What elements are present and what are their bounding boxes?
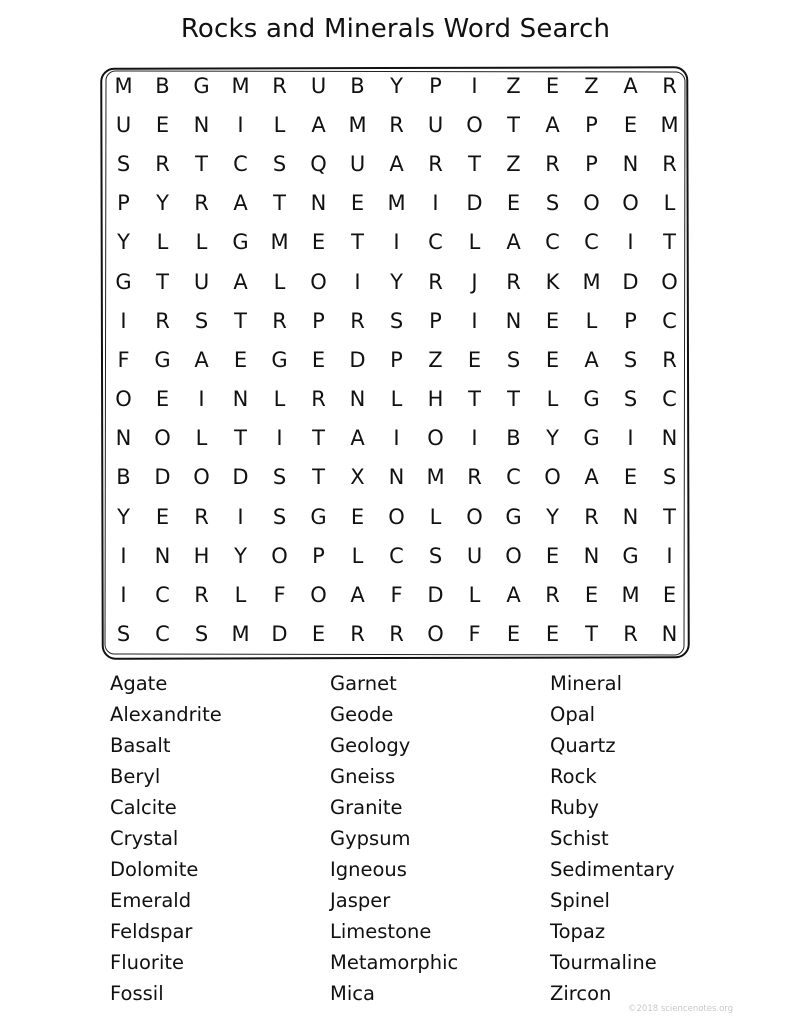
grid-cell[interactable]: E (467, 347, 482, 372)
grid-cell[interactable]: S (662, 465, 677, 490)
word-list-item: Dolomite (110, 858, 199, 881)
word-list-item: Crystal (110, 827, 179, 850)
grid-cell[interactable]: M (387, 191, 406, 216)
grid-cell[interactable]: N (154, 543, 171, 568)
grid-cell[interactable]: M (660, 112, 679, 137)
grid-cell[interactable]: O (622, 191, 639, 216)
grid-cell[interactable]: N (232, 387, 249, 412)
grid-cell[interactable]: E (350, 191, 365, 216)
grid-cell[interactable]: A (194, 347, 209, 372)
grid-cell[interactable]: I (627, 230, 634, 255)
grid-cell[interactable]: G (310, 504, 327, 529)
grid-cell[interactable]: A (350, 426, 365, 451)
grid-cell[interactable]: O (154, 426, 171, 451)
grid-cell[interactable]: R (428, 269, 443, 294)
grid-cell[interactable]: C (155, 583, 170, 608)
grid-cell[interactable]: S (623, 347, 638, 372)
grid-cell[interactable]: L (273, 269, 286, 294)
grid-cell[interactable]: I (393, 230, 400, 255)
grid-cell[interactable]: G (271, 347, 288, 372)
grid-cell[interactable]: E (623, 112, 638, 137)
grid-cell[interactable]: R (155, 151, 170, 176)
grid-cell[interactable]: T (663, 230, 676, 255)
grid-cell[interactable]: C (389, 543, 404, 568)
grid-cell[interactable]: N (622, 504, 639, 529)
grid-cell[interactable]: Y (117, 504, 130, 529)
grid-cell[interactable]: E (155, 112, 170, 137)
grid-cell[interactable]: G (505, 504, 522, 529)
grid-cell[interactable]: A (623, 73, 638, 98)
grid-cell[interactable]: T (585, 622, 598, 647)
grid-cell[interactable]: S (623, 387, 638, 412)
word-list-item: Alexandrite (110, 703, 222, 726)
grid-cell[interactable]: G (232, 230, 249, 255)
grid-cell[interactable]: E (545, 543, 560, 568)
grid-cell[interactable]: G (622, 543, 639, 568)
grid-cell[interactable]: A (233, 191, 248, 216)
grid-cell[interactable]: N (622, 151, 639, 176)
grid-cell[interactable]: S (194, 622, 209, 647)
word-list-item: Tourmaline (550, 951, 657, 974)
grid-cell[interactable]: D (271, 622, 288, 647)
word-list-item: Opal (550, 703, 596, 726)
grid-cell[interactable]: B (155, 73, 170, 98)
grid-cell[interactable]: M (231, 622, 250, 647)
grid-cell[interactable]: I (432, 191, 439, 216)
grid-cell[interactable]: O (505, 543, 522, 568)
grid-cell[interactable]: A (584, 465, 599, 490)
grid-cell[interactable]: O (427, 426, 444, 451)
grid-cell[interactable]: L (273, 387, 286, 412)
grid-cell[interactable]: A (506, 230, 521, 255)
grid-cell[interactable]: C (428, 230, 443, 255)
grid-cell[interactable]: S (116, 151, 131, 176)
grid-cell[interactable]: M (621, 583, 640, 608)
grid-cell[interactable]: N (661, 622, 678, 647)
grid-cell[interactable]: E (311, 230, 326, 255)
grid-cell[interactable]: N (193, 112, 210, 137)
grid-cell[interactable]: Y (234, 543, 247, 568)
grid-cell[interactable]: I (198, 387, 205, 412)
grid-cell[interactable]: U (427, 112, 444, 137)
grid-cell[interactable]: R (389, 112, 404, 137)
grid-cell[interactable]: R (662, 347, 677, 372)
grid-cell[interactable]: Y (546, 426, 559, 451)
grid-cell[interactable]: N (115, 426, 132, 451)
grid-cell[interactable]: C (584, 230, 599, 255)
grid-cell[interactable]: E (311, 347, 326, 372)
grid-cell[interactable]: I (354, 269, 361, 294)
grid-cell[interactable]: T (507, 112, 520, 137)
grid-cell[interactable]: P (429, 308, 442, 333)
grid-cell[interactable]: H (427, 387, 444, 412)
grid-cell[interactable]: L (156, 230, 169, 255)
grid-cell[interactable]: E (545, 622, 560, 647)
grid-cell[interactable]: R (584, 504, 599, 529)
grid-cell[interactable]: E (545, 347, 560, 372)
grid-cell[interactable]: E (545, 73, 560, 98)
word-list-item: Schist (550, 827, 609, 850)
grid-cell[interactable]: S (194, 308, 209, 333)
grid-cell[interactable]: T (507, 387, 520, 412)
grid-cell[interactable]: G (154, 347, 171, 372)
grid-cell[interactable]: A (506, 583, 521, 608)
grid-cell[interactable]: D (154, 465, 171, 490)
grid-cell[interactable]: I (120, 543, 127, 568)
grid-cell[interactable]: T (234, 308, 247, 333)
grid-cell[interactable]: Z (506, 151, 521, 176)
grid-cell[interactable]: O (466, 504, 483, 529)
grid-cell[interactable]: R (662, 151, 677, 176)
grid-cell[interactable]: M (114, 73, 133, 98)
grid-cell[interactable]: R (545, 151, 560, 176)
grid-cell[interactable]: U (193, 269, 210, 294)
grid-cell[interactable]: S (272, 465, 287, 490)
grid-cell[interactable]: C (155, 622, 170, 647)
word-column (110, 668, 330, 1009)
grid-cell[interactable]: R (350, 308, 365, 333)
grid-cell[interactable]: O (310, 269, 327, 294)
grid-cell[interactable]: F (468, 622, 481, 647)
grid-cell[interactable]: E (662, 583, 677, 608)
grid-cell[interactable]: P (429, 73, 442, 98)
word-list-item: Gneiss (330, 765, 396, 788)
grid-cell[interactable]: C (233, 151, 248, 176)
grid-cell[interactable]: B (116, 465, 131, 490)
grid-cell[interactable]: R (194, 191, 209, 216)
grid-cell[interactable]: G (583, 426, 600, 451)
grid-cell[interactable]: O (544, 465, 561, 490)
word-list-item: Fluorite (110, 951, 185, 974)
grid-cell[interactable]: Z (428, 347, 443, 372)
grid-cell[interactable]: P (117, 191, 130, 216)
grid-cell[interactable]: R (662, 73, 677, 98)
grid-cell[interactable]: O (310, 583, 327, 608)
grid-cell[interactable]: F (390, 583, 403, 608)
word-list (110, 668, 750, 1009)
grid-cell[interactable]: T (156, 269, 169, 294)
grid-cell[interactable]: E (311, 622, 326, 647)
copyright-notice: ©2018 sciencenotes.org (628, 1004, 734, 1014)
word-list-item: Mica (330, 982, 375, 1005)
grid-cell[interactable]: L (234, 583, 247, 608)
grid-cell[interactable]: L (468, 230, 481, 255)
grid-cell[interactable]: C (545, 230, 560, 255)
grid-cell[interactable]: R (194, 504, 209, 529)
word-list-item: Granite (330, 796, 403, 819)
grid-cell[interactable]: E (545, 308, 560, 333)
word-list-item: Feldspar (110, 920, 193, 943)
word-list-item: Garnet (330, 672, 397, 695)
word-list-item: Jasper (330, 889, 391, 912)
grid-cell[interactable]: R (623, 622, 638, 647)
grid-cell[interactable]: L (468, 583, 481, 608)
grid-cell[interactable]: S (545, 191, 560, 216)
grid-cell[interactable]: N (661, 426, 678, 451)
grid-cell[interactable]: U (466, 543, 483, 568)
grid-cell[interactable]: P (390, 347, 403, 372)
grid-cell[interactable]: Z (506, 73, 521, 98)
word-list-item: Igneous (330, 858, 407, 881)
grid-cell[interactable]: B (350, 73, 365, 98)
word-list-item: Basalt (110, 734, 171, 757)
grid-cell[interactable]: L (273, 112, 286, 137)
grid-cell[interactable]: I (276, 426, 283, 451)
grid-cell[interactable]: S (116, 622, 131, 647)
grid-cell[interactable]: E (350, 504, 365, 529)
grid-cell[interactable]: G (115, 269, 132, 294)
grid-cell[interactable]: U (349, 151, 366, 176)
grid-cell[interactable]: C (662, 387, 677, 412)
grid-cell[interactable]: E (155, 387, 170, 412)
grid-cell[interactable]: S (428, 543, 443, 568)
grid-cell[interactable]: R (389, 622, 404, 647)
grid-cell[interactable]: Q (310, 151, 327, 176)
grid-cell[interactable]: M (426, 465, 445, 490)
grid-cell[interactable]: J (471, 269, 478, 294)
grid-cell[interactable]: U (310, 73, 327, 98)
grid-cell[interactable]: E (584, 583, 599, 608)
grid-cell[interactable]: S (272, 504, 287, 529)
grid-cell[interactable]: Y (156, 191, 169, 216)
word-list-item: Fossil (110, 982, 164, 1005)
grid-cell[interactable]: E (506, 622, 521, 647)
grid-cell[interactable]: L (429, 504, 442, 529)
grid-cell[interactable]: I (120, 583, 127, 608)
word-list-item: Emerald (110, 889, 192, 912)
grid-cell[interactable]: L (546, 387, 559, 412)
grid-cell[interactable]: A (233, 269, 248, 294)
grid-cell[interactable]: U (115, 112, 132, 137)
grid-cell[interactable]: I (393, 426, 400, 451)
grid-cell[interactable]: N (310, 191, 327, 216)
grid-cell[interactable]: C (506, 465, 521, 490)
grid-cell[interactable]: T (234, 426, 247, 451)
grid-cell[interactable]: I (627, 426, 634, 451)
grid-cell[interactable]: T (312, 426, 325, 451)
grid-cell[interactable]: E (155, 504, 170, 529)
grid-cell[interactable]: H (193, 543, 210, 568)
grid-cell[interactable]: I (471, 73, 478, 98)
word-column (330, 668, 550, 1009)
grid-cell[interactable]: T (312, 465, 325, 490)
grid-cell[interactable]: P (585, 151, 598, 176)
grid-cell[interactable]: T (351, 230, 364, 255)
grid-cell[interactable]: T (663, 504, 676, 529)
grid-cell[interactable]: D (232, 465, 249, 490)
grid-cell[interactable]: R (272, 73, 287, 98)
grid-cell[interactable]: B (506, 426, 521, 451)
grid-cell[interactable]: F (117, 347, 130, 372)
grid-cell[interactable]: Y (390, 269, 403, 294)
letter-grid (104, 66, 688, 654)
grid-cell[interactable]: I (237, 504, 244, 529)
word-list-item: Limestone (330, 920, 432, 943)
grid-cell[interactable]: R (467, 465, 482, 490)
grid-cell[interactable]: S (389, 308, 404, 333)
grid-cell[interactable]: Y (390, 73, 403, 98)
grid-cell[interactable]: I (666, 543, 673, 568)
grid-cell[interactable]: G (193, 73, 210, 98)
grid-cell[interactable]: D (466, 191, 483, 216)
grid-cell[interactable]: T (468, 151, 481, 176)
grid-cell[interactable]: A (389, 151, 404, 176)
grid-cell[interactable]: L (195, 426, 208, 451)
grid-cell[interactable]: F (273, 583, 286, 608)
word-list-item: Quartz (550, 734, 616, 757)
grid-cell[interactable]: D (427, 583, 444, 608)
grid-cell[interactable]: A (545, 112, 560, 137)
grid-cell[interactable]: O (115, 387, 132, 412)
word-column (550, 668, 750, 1009)
grid-cell[interactable]: I (471, 308, 478, 333)
grid-cell[interactable]: M (270, 230, 289, 255)
grid-cell[interactable]: N (349, 387, 366, 412)
grid-cell[interactable]: R (155, 308, 170, 333)
grid-cell[interactable]: R (506, 269, 521, 294)
word-list-item: Metamorphic (330, 951, 459, 974)
word-list-item: Geology (330, 734, 411, 757)
grid-cell[interactable]: O (427, 622, 444, 647)
grid-cell[interactable]: E (506, 191, 521, 216)
grid-cell[interactable]: Y (546, 504, 559, 529)
grid-cell[interactable]: R (350, 622, 365, 647)
word-list-item: Geode (330, 703, 394, 726)
grid-cell[interactable]: X (350, 465, 365, 490)
grid-cell[interactable]: K (545, 269, 560, 294)
word-list-item: Gypsum (330, 827, 411, 850)
word-list-item: Ruby (550, 796, 599, 819)
grid-cell[interactable]: T (195, 151, 208, 176)
grid-cell[interactable]: O (661, 269, 678, 294)
grid-cell[interactable]: L (195, 230, 208, 255)
grid-cell[interactable]: T (468, 387, 481, 412)
grid-cell[interactable]: I (237, 112, 244, 137)
grid-cell[interactable]: O (583, 191, 600, 216)
grid-cell[interactable]: M (348, 112, 367, 137)
grid-cell[interactable]: O (193, 465, 210, 490)
grid-cell[interactable]: P (624, 308, 637, 333)
grid-cell[interactable]: P (312, 543, 325, 568)
grid-cell[interactable]: T (273, 191, 286, 216)
grid-cell[interactable]: Y (117, 230, 130, 255)
word-list-item: Mineral (550, 672, 622, 695)
grid-cell[interactable]: M (231, 73, 250, 98)
grid-cell[interactable]: R (194, 583, 209, 608)
grid-cell[interactable]: P (585, 112, 598, 137)
word-list-item: Sedimentary (550, 858, 675, 881)
grid-cell[interactable]: A (584, 347, 599, 372)
grid-cell[interactable]: E (233, 347, 248, 372)
grid-cell[interactable]: R (545, 583, 560, 608)
grid-cell[interactable]: N (583, 543, 600, 568)
word-list-item: Zircon (550, 982, 612, 1005)
grid-cell[interactable]: N (505, 308, 522, 333)
word-list-item: Calcite (110, 796, 177, 819)
grid-cell[interactable]: R (428, 151, 443, 176)
word-list-item: Spinel (550, 889, 610, 912)
grid-cell[interactable]: E (623, 465, 638, 490)
grid-cell[interactable]: O (388, 504, 405, 529)
grid-cell[interactable]: I (120, 308, 127, 333)
grid-cell[interactable]: D (349, 347, 366, 372)
grid-cell[interactable]: M (582, 269, 601, 294)
grid-cell[interactable]: L (585, 308, 598, 333)
grid-cell[interactable]: L (351, 543, 364, 568)
grid-cell[interactable]: O (466, 112, 483, 137)
word-list-item: Agate (110, 672, 168, 695)
word-list-item: Rock (550, 765, 597, 788)
grid-cell[interactable]: S (272, 151, 287, 176)
grid-cell[interactable]: A (350, 583, 365, 608)
grid-cell[interactable]: A (311, 112, 326, 137)
word-list-item: Beryl (110, 765, 161, 788)
grid-cell[interactable]: C (662, 308, 677, 333)
grid-cell[interactable]: S (506, 347, 521, 372)
grid-cell[interactable]: O (271, 543, 288, 568)
page-title: Rocks and Minerals Word Search (180, 14, 611, 44)
grid-cell[interactable]: D (622, 269, 639, 294)
grid-cell[interactable]: I (471, 426, 478, 451)
grid-cell[interactable]: R (311, 387, 326, 412)
grid-cell[interactable]: P (312, 308, 325, 333)
grid-cell[interactable]: L (390, 387, 403, 412)
grid-cell[interactable]: L (663, 191, 676, 216)
grid-cell[interactable]: N (388, 465, 405, 490)
grid-cell[interactable]: Z (584, 73, 599, 98)
word-list-item: Topaz (550, 920, 606, 943)
grid-cell[interactable]: R (272, 308, 287, 333)
grid-cell[interactable]: G (583, 387, 600, 412)
